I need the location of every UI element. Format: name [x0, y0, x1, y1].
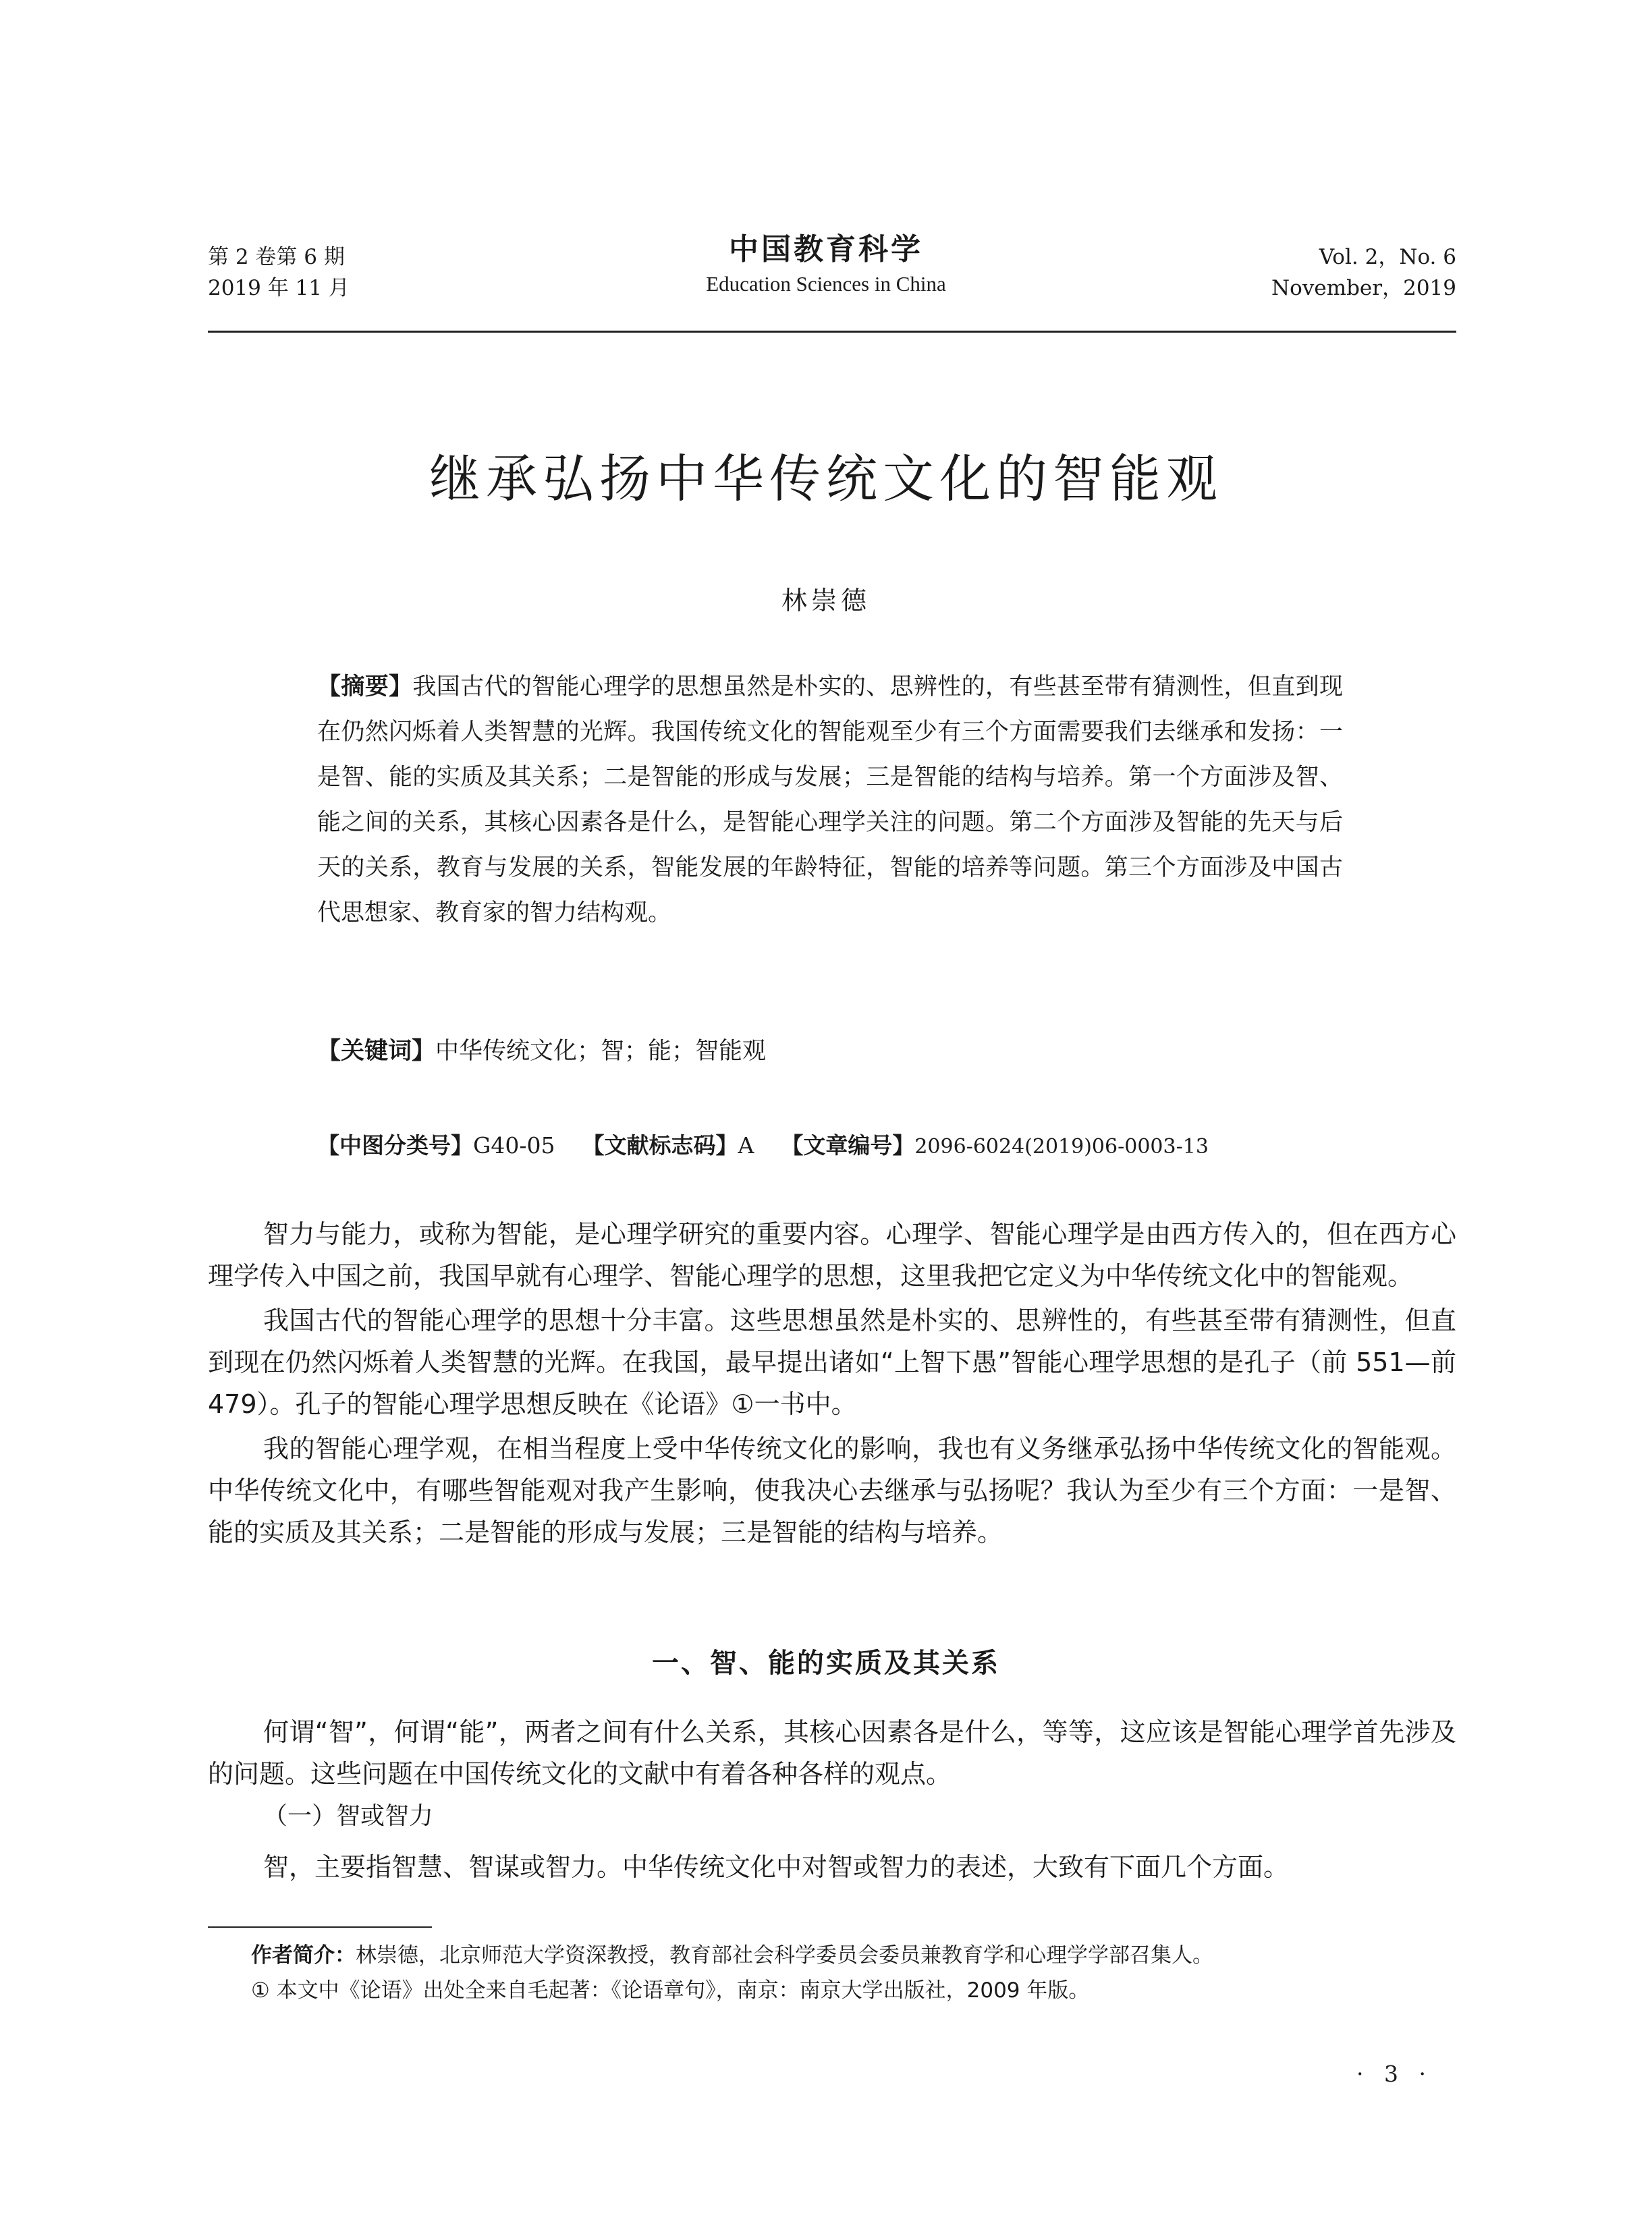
volume-en: Vol. 2，No. 6 [1319, 245, 1456, 269]
footnotes [251, 1938, 1459, 2008]
clc-label: 【中图分类号】 [317, 1132, 473, 1159]
header-journal [556, 231, 1096, 300]
date-en: November，2019 [1271, 276, 1456, 300]
abstract-text: 我国古代的智能心理学的思想虽然是朴实的、思辨性的，有些甚至带有猜测性，但直到现在仍然闪烁着人类智慧的光辉。我国传统文化的智能观至少有三个方面需要我们去继承和发扬：一是智、能的实质及其关系；二是智能的形成与发展；三是智能的结构与培养。第一个方面涉及智、能之间的关系，其核心因素各是什么，是智能心理学关注的问题。第二个方面涉及智能的先天与后天的关系，教育与发展的关系，智能发展的年龄特征，智能的培养等问题。第三个方面涉及中国古代思想家、教育家的智力结构观。 [317, 673, 1343, 926]
footnote-1: ① 本文中《论语》出处全来自毛起著：《论语章句》，南京：南京大学出版社，2009 年版。 [251, 1978, 1090, 2003]
doc-code-value: A [738, 1132, 754, 1159]
keywords [317, 1032, 766, 1070]
abstract-label: 【摘要】 [317, 673, 413, 700]
body-paragraph-3: 我的智能心理学观，在相当程度上受中华传统文化的影响，我也有义务继承弘扬中华传统文化的智能观。中华传统文化中，有哪些智能观对我产生影响，使我决心去继承与弘扬呢？我认为至少有三个方面：一是智、能的实质及其关系；二是智能的形成与发展；三是智能的结构与培养。 [208, 1434, 1456, 1547]
subsection-1-body [208, 1846, 1456, 1891]
footnote-rule [208, 1926, 432, 1928]
clc-value: G40-05 [473, 1132, 555, 1159]
date-cn: 2019 年 11 月 [208, 276, 350, 300]
subsection-1-paragraph: 智，主要指智慧、智谋或智力。中华传统文化中对智或智力的表述，大致有下面几个方面。 [263, 1852, 1290, 1882]
keywords-label: 【关键词】 [317, 1038, 436, 1065]
section-1-paragraph: 何谓“智”，何谓“能”，两者之间有什么关系，其核心因素各是什么，等等，这应该是智能心理学首先涉及的问题。这些问题在中国传统文化的文献中有着各种各样的观点。 [208, 1717, 1456, 1789]
volume-cn: 第 2 卷第 6 期 [208, 245, 345, 269]
body-intro [208, 1213, 1456, 1556]
author-note-label: 作者简介： [251, 1943, 356, 1968]
keywords-text: 中华传统文化；智；能；智能观 [435, 1038, 767, 1065]
page-number: · 3 · [1356, 2061, 1433, 2087]
header-issue-cn [208, 242, 350, 304]
article-author: 林崇德 [781, 586, 871, 615]
body-paragraph-2: 我国古代的智能心理学的思想十分丰富。这些思想虽然是朴实的、思辨性的，有些甚至带有猜测性，但直到现在仍然闪烁着人类智慧的光辉。在我国，最早提出诸如“上智下愚”智能心理学思想的是孔子（前 551—前 479）。孔子的智能心理学思想反映在《论语》①一书中。 [208, 1306, 1456, 1419]
author-note [251, 1938, 1459, 1973]
header-rule [208, 331, 1456, 333]
author-note-text: 林崇德，北京师范大学资深教授，教育部社会科学委员会委员兼教育学和心理学学部召集人。 [356, 1943, 1213, 1968]
subsection-heading-1: （一）智或智力 [263, 1802, 434, 1830]
doc-code-label: 【文献标志码】 [582, 1132, 738, 1159]
header-issue-en [1186, 242, 1456, 304]
section-heading-1: 一、智、能的实质及其关系 [652, 1648, 1000, 1679]
section-1-body [208, 1711, 1456, 1798]
article-no-label: 【文章编号】 [781, 1132, 915, 1159]
journal-name-en: Education Sciences in China [706, 272, 946, 296]
abstract [317, 665, 1343, 936]
body-paragraph-1: 智力与能力，或称为智能，是心理学研究的重要内容。心理学、智能心理学是由西方传入的，但在西方心理学传入中国之前，我国早就有心理学、智能心理学的思想，这里我把它定义为中华传统文化中的智能观。 [208, 1219, 1456, 1291]
journal-name-cn: 中国教育科学 [729, 232, 923, 267]
classification-line [317, 1127, 1209, 1166]
article-no-value: 2096-6024(2019)06-0003-13 [914, 1135, 1209, 1159]
article-title: 继承弘扬中华传统文化的智能观 [429, 449, 1223, 509]
